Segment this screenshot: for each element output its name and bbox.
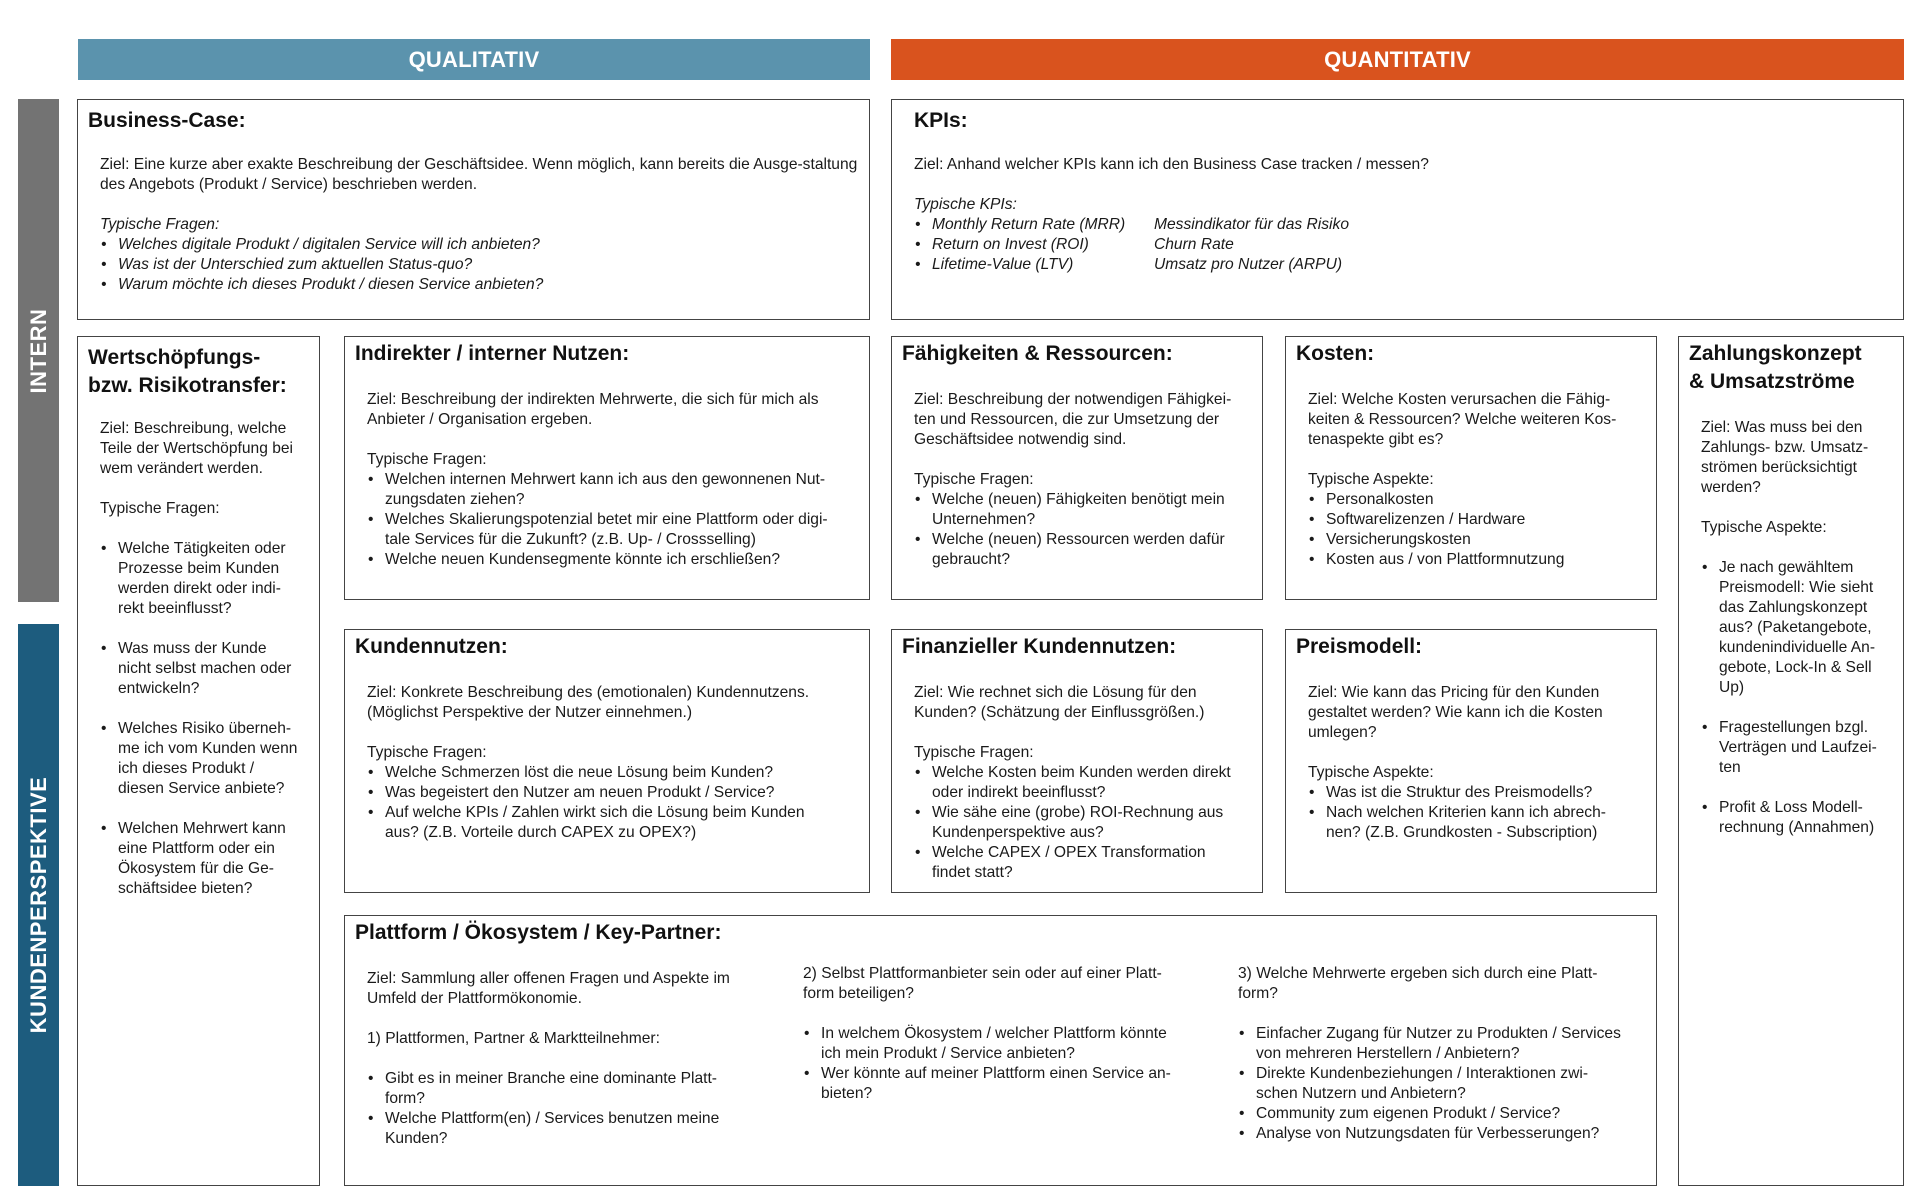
business-case-title: Business-Case: [88, 109, 246, 132]
plattform-col-1 [367, 969, 777, 1149]
list-item [367, 783, 867, 803]
kundennutzen-body [367, 683, 867, 843]
text-line: Profit & Loss Modell- [1719, 799, 1863, 816]
side-intern-text: INTERN [25, 308, 51, 393]
faehigkeiten-fragen-list [914, 490, 1259, 570]
kosten-box [1285, 336, 1657, 600]
kosten-label: Typische Aspekte: [1308, 471, 1434, 488]
text-line: Unternehmen? [932, 511, 1036, 528]
text-line: umlegen? [1308, 724, 1377, 741]
text-line: gebraucht? [932, 551, 1011, 568]
kpis-label: Typische KPIs: [914, 196, 1017, 213]
list-item: • Softwarelizenzen / Hardware [1308, 510, 1653, 530]
list-item [367, 803, 867, 843]
text-line: Prozesse beim Kunden [118, 560, 280, 577]
list-item [914, 763, 1259, 803]
list-item [1308, 803, 1653, 843]
text-line: werden direkt oder indi- [118, 580, 281, 597]
kpi-cell: Messindikator für das Risiko [1154, 216, 1349, 233]
text-line: In welchem Ökosystem / welcher Plattform könnte [821, 1025, 1167, 1042]
text-line: Einfacher Zugang für Nutzer zu Produkten / Services [1256, 1025, 1621, 1042]
list-item [803, 1064, 1223, 1104]
text-line: Welche Schmerzen löst die neue Lösung beim Kunden? [385, 764, 774, 781]
text-line: Je nach gewähltem [1719, 559, 1854, 576]
wertschoepfung-box [77, 336, 320, 1186]
text-line: (Möglichst Perspektive der Nutzer einnehmen.) [367, 704, 693, 721]
text-line: von mehreren Herstellern / Anbietern? [1256, 1045, 1520, 1062]
text-line: oder indirekt beeinflusst? [932, 784, 1106, 801]
text-line: aus? (Paketangebote, [1719, 619, 1872, 636]
finanzieller-ziel [914, 683, 1259, 723]
kpis-body [914, 155, 1874, 275]
text-line: Up) [1719, 679, 1745, 696]
text-line: Nach welchen Kriterien kann ich abrech- [1326, 804, 1606, 821]
list-item [914, 803, 1259, 843]
indirekter-nutzen-body [367, 390, 867, 570]
list-item [914, 530, 1259, 570]
text-line: das Zahlungskonzept [1719, 599, 1868, 616]
text-line: Welche Plattform(en) / Services benutzen meine [385, 1110, 720, 1127]
kpis-ziel: Ziel: Anhand welcher KPIs kann ich den Business Case tracken / messen? [914, 156, 1429, 173]
preismodell-list [1308, 783, 1653, 843]
kpi-row [914, 255, 1874, 275]
text-line: Auf welche KPIs / Zahlen wirkt sich die Lösung beim Kunden [385, 804, 805, 821]
list-item: • Personalkosten [1308, 490, 1653, 510]
plattform-col2-list [803, 1024, 1223, 1104]
preismodell-ziel [1308, 683, 1653, 743]
kpis-title: KPIs: [914, 109, 968, 132]
list-item [100, 539, 315, 619]
zahlung-ziel [1701, 418, 1901, 498]
text-line: Ziel: Beschreibung, welche [100, 420, 287, 437]
text-line: Ziel: Was muss bei den [1701, 419, 1863, 436]
text-line: Umfeld der Plattformökonomie. [367, 990, 582, 1007]
text-line: Was begeistert den Nutzer am neuen Produkt / Service? [385, 784, 775, 801]
list-item [1238, 1064, 1653, 1104]
text-line: Ziel: Konkrete Beschreibung des (emotionalen) Kundennutzens. [367, 684, 810, 701]
plattform-sub-1: 1) Plattformen, Partner & Marktteilnehmer: [367, 1030, 660, 1047]
text-line: Welches Skalierungspotenzial betet mir eine Plattform oder digi- [385, 511, 828, 528]
header-quantitativ-label: QUANTITATIV [1324, 46, 1471, 72]
finanzieller-fragen-list [914, 763, 1259, 883]
text-line: Ziel: Wie kann das Pricing für den Kunden [1308, 684, 1600, 701]
header-quantitativ [891, 39, 1904, 80]
indirekter-fragen-list [367, 470, 867, 570]
text-line: ten [1719, 759, 1741, 776]
list-item [367, 763, 867, 783]
text-line: Ziel: Beschreibung der indirekten Mehrwerte, die sich für mich als [367, 391, 819, 408]
text-line: entwickeln? [118, 680, 200, 697]
text-line: Was ist die Struktur des Preismodells? [1326, 784, 1593, 801]
text-line: Zahlungs- bzw. Umsatz- [1701, 439, 1869, 456]
kpi-row [914, 235, 1874, 255]
finanzieller-kundennutzen-box [891, 629, 1263, 893]
faehigkeiten-title: Fähigkeiten & Ressourcen: [902, 342, 1173, 365]
list-item [803, 1024, 1223, 1064]
text-line: form? [385, 1090, 425, 1107]
kpi-cell: • Monthly Return Rate (MRR) [914, 215, 1154, 235]
text-line: strömen berücksichtigt [1701, 459, 1857, 476]
kpi-row [914, 215, 1874, 235]
text-line: Preismodell: Wie sieht [1719, 579, 1874, 596]
list-item [1238, 1124, 1653, 1144]
preismodell-body [1308, 683, 1653, 843]
faehigkeiten-box [891, 336, 1263, 600]
indirekter-fragen-label: Typische Fragen: [367, 451, 487, 468]
text-line: Was muss der Kunde [118, 640, 267, 657]
list-item [1238, 1024, 1653, 1064]
text-line: keiten & Ressourcen? Welche weiteren Kos- [1308, 411, 1617, 428]
text-line: Ziel: Beschreibung der notwendigen Fähigkei- [914, 391, 1232, 408]
plattform-col1-list [367, 1069, 777, 1149]
indirekter-nutzen-title: Indirekter / interner Nutzen: [355, 342, 630, 365]
zahlung-list [1701, 558, 1901, 838]
title-line: Wertschöpfungs- [88, 346, 261, 369]
plattform-title: Plattform / Ökosystem / Key-Partner: [355, 921, 722, 944]
kpi-cell: Umsatz pro Nutzer (ARPU) [1154, 256, 1343, 273]
kpis-list [914, 215, 1874, 275]
list-item [100, 819, 315, 899]
plattform-col-3 [1238, 964, 1653, 1144]
text-line: Kundenperspektive aus? [932, 824, 1104, 841]
title-line: & Umsatzströme [1689, 370, 1855, 393]
text-line: eine Plattform oder ein [118, 840, 275, 857]
title-line: Zahlungskonzept [1689, 342, 1862, 365]
text-line: Community zum eigenen Produkt / Service? [1256, 1105, 1561, 1122]
plattform-ziel [367, 969, 777, 1009]
text-line: Welche Kosten beim Kunden werden direkt [932, 764, 1231, 781]
text-line: me ich vom Kunden wenn [118, 740, 298, 757]
text-line: Ziel: Welche Kosten verursachen die Fähig- [1308, 391, 1611, 408]
text-line: Geschäftsidee notwendig sind. [914, 431, 1127, 448]
wertschoepfung-ziel [100, 419, 315, 479]
zahlungskonzept-box [1678, 336, 1904, 1186]
business-case-fragen-label: Typische Fragen: [100, 216, 220, 233]
plattform-box [344, 915, 1657, 1186]
wertschoepfung-fragen-label: Typische Fragen: [100, 500, 220, 517]
list-item [100, 639, 315, 699]
text-line: Welches Risiko überneh- [118, 720, 292, 737]
text-line: Ökosystem für die Ge- [118, 860, 274, 877]
text-line: Kunden? [385, 1130, 448, 1147]
header-qualitativ [78, 39, 870, 80]
kpi-cell: • Lifetime-Value (LTV) [914, 255, 1154, 275]
plattform-sub-2 [803, 964, 1223, 1004]
text-line: nicht selbst machen oder [118, 660, 292, 677]
kpis-box [891, 99, 1904, 320]
list-item [1701, 798, 1901, 838]
text-line: Anbieter / Organisation ergeben. [367, 411, 593, 428]
text-line: rechnung (Annahmen) [1719, 819, 1875, 836]
text-line: form beteiligen? [803, 985, 914, 1002]
list-item [367, 470, 867, 510]
text-line: diesen Service anbiete? [118, 780, 285, 797]
text-line: form? [1238, 985, 1278, 1002]
kosten-ziel [1308, 390, 1653, 450]
side-kunden-text: KUNDENPERSPEKTIVE [25, 776, 51, 1034]
list-item: • Was ist der Unterschied zum aktuellen Status-quo? [100, 255, 860, 275]
faehigkeiten-fragen-label: Typische Fragen: [914, 471, 1034, 488]
text-line: Welche CAPEX / OPEX Transformation [932, 844, 1206, 861]
zahlungskonzept-body [1701, 418, 1901, 838]
indirekter-ziel [367, 390, 867, 430]
wertschoepfung-fragen-list [100, 539, 315, 899]
faehigkeiten-body [914, 390, 1259, 570]
text-line: Fragestellungen bzgl. [1719, 719, 1869, 736]
text-line: Kunden? (Schätzung der Einflussgrößen.) [914, 704, 1205, 721]
text-line: Welchen internen Mehrwert kann ich aus den gewonnenen Nut- [385, 471, 826, 488]
text-line: Wer könnte auf meiner Plattform einen Service an- [821, 1065, 1171, 1082]
kosten-list [1308, 490, 1653, 570]
header-qualitativ-label: QUALITATIV [408, 46, 540, 72]
kpi-cell: Churn Rate [1154, 236, 1234, 253]
list-item [1238, 1104, 1653, 1124]
text-line: ich mein Produkt / Service anbieten? [821, 1045, 1075, 1062]
indirekter-nutzen-box [344, 336, 870, 600]
preismodell-box [1285, 629, 1657, 893]
text-line: findet statt? [932, 864, 1013, 881]
finanzieller-title: Finanzieller Kundennutzen: [902, 635, 1177, 658]
text-line: Verträgen und Laufzei- [1719, 739, 1877, 756]
text-line: gestaltet werden? Wie kann ich die Kosten [1308, 704, 1603, 721]
business-case-box [77, 99, 870, 320]
list-item [367, 1109, 777, 1149]
list-item [100, 719, 315, 799]
wertschoepfung-title [88, 344, 287, 400]
text-line: gebote, Lock-In & Sell [1719, 659, 1872, 676]
plattform-sub-3 [1238, 964, 1653, 1004]
wertschoepfung-body [100, 419, 315, 899]
title-line: bzw. Risikotransfer: [88, 374, 287, 397]
text-line: Wie sähe eine (grobe) ROI-Rechnung aus [932, 804, 1224, 821]
kundennutzen-box [344, 629, 870, 893]
list-item: • Kosten aus / von Plattformnutzung [1308, 550, 1653, 570]
faehigkeiten-ziel [914, 390, 1259, 450]
text-line: tale Services für die Zukunft? (z.B. Up- / Crossselling) [385, 531, 756, 548]
list-item [914, 490, 1259, 530]
list-item [1701, 558, 1901, 698]
list-item [367, 510, 867, 550]
text-line: Gibt es in meiner Branche eine dominante Platt- [385, 1070, 717, 1087]
side-label-intern [18, 99, 59, 602]
text-line: aus? (Z.B. Vorteile durch CAPEX zu OPEX?) [385, 824, 697, 841]
list-item [1701, 718, 1901, 778]
kpi-cell: • Return on Invest (ROI) [914, 235, 1154, 255]
text-line: schäftsidee bieten? [118, 880, 253, 897]
zahlungskonzept-title [1689, 340, 1862, 396]
text-line: 3) Welche Mehrwerte ergeben sich durch eine Platt- [1238, 965, 1598, 982]
text-line: Direkte Kundenbeziehungen / Interaktionen zwi- [1256, 1065, 1589, 1082]
text-line: kundenindividuelle An- [1719, 639, 1876, 656]
preismodell-label: Typische Aspekte: [1308, 764, 1434, 781]
business-case-fragen-list [100, 235, 860, 295]
list-item [367, 550, 867, 570]
finanzieller-fragen-label: Typische Fragen: [914, 744, 1034, 761]
text-line: ten und Ressourcen, die zur Umsetzung der [914, 411, 1220, 428]
text-line: nen? (Z.B. Grundkosten - Subscription) [1326, 824, 1598, 841]
list-item [914, 843, 1259, 883]
text-line: Teile der Wertschöpfung bei [100, 440, 294, 457]
text-line: Welche (neuen) Ressourcen werden dafür [932, 531, 1225, 548]
kundennutzen-title: Kundennutzen: [355, 635, 508, 658]
text-line: Welchen Mehrwert kann [118, 820, 286, 837]
plattform-col-2 [803, 964, 1223, 1104]
side-label-kundenperspektive [18, 624, 59, 1186]
text-line: bieten? [821, 1085, 873, 1102]
text-line: Welche neuen Kundensegmente könnte ich erschließen? [385, 551, 781, 568]
business-case-body [100, 155, 860, 295]
list-item: • Versicherungskosten [1308, 530, 1653, 550]
list-item [367, 1069, 777, 1109]
plattform-col3-list [1238, 1024, 1653, 1144]
text-line: tenaspekte gibt es? [1308, 431, 1444, 448]
text-line: Welche (neuen) Fähigkeiten benötigt mein [932, 491, 1225, 508]
text-line: rekt beeinflusst? [118, 600, 232, 617]
kundennutzen-fragen-list [367, 763, 867, 843]
text-line: 2) Selbst Plattformanbieter sein oder auf einer Platt- [803, 965, 1162, 982]
list-item [1308, 783, 1653, 803]
business-case-ziel: Ziel: Eine kurze aber exakte Beschreibung der Geschäftsidee. Wenn möglich, kann bereits die Ausge-staltung des Angebots (Produkt / Service) beschrieben werden. [100, 156, 858, 193]
text-line: Ziel: Sammlung aller offenen Fragen und Aspekte im [367, 970, 730, 987]
text-line: schen Nutzern und Anbietern? [1256, 1085, 1466, 1102]
kosten-title: Kosten: [1296, 342, 1375, 365]
kundennutzen-ziel [367, 683, 867, 723]
kosten-body [1308, 390, 1653, 570]
text-line: werden? [1701, 479, 1761, 496]
text-line: Analyse von Nutzungsdaten für Verbesserungen? [1256, 1125, 1600, 1142]
text-line: Welche Tätigkeiten oder [118, 540, 286, 557]
text-line: ich dieses Produkt / [118, 760, 255, 777]
list-item: • Welches digitale Produkt / digitalen Service will ich anbieten? [100, 235, 860, 255]
zahlung-label: Typische Aspekte: [1701, 519, 1827, 536]
kundennutzen-fragen-label: Typische Fragen: [367, 744, 487, 761]
list-item: • Warum möchte ich dieses Produkt / diesen Service anbieten? [100, 275, 860, 295]
preismodell-title: Preismodell: [1296, 635, 1423, 658]
text-line: wem verändert werden. [100, 460, 263, 477]
text-line: zungsdaten ziehen? [385, 491, 525, 508]
text-line: Ziel: Wie rechnet sich die Lösung für den [914, 684, 1197, 701]
finanzieller-body [914, 683, 1259, 883]
